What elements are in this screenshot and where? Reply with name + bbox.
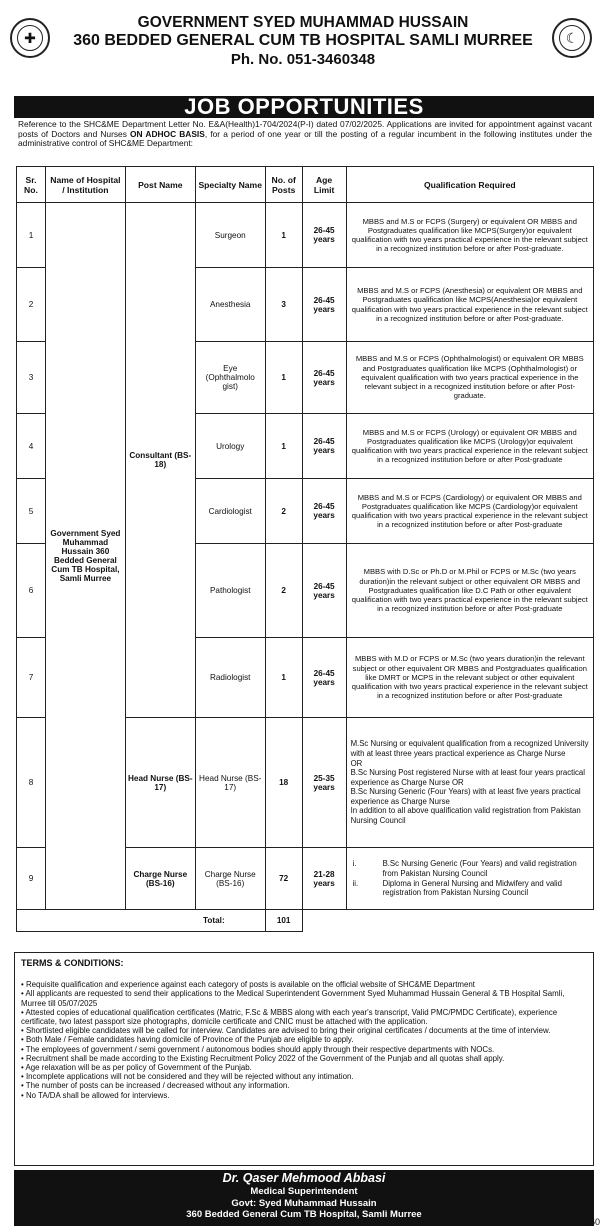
table-row: 6 Pathologist 2 26-45 years MBBS with D.Sc or Ph.D or M.Phil or FCPS or M.Sc (two years duration)in the relevant subject or other equivalent OR MBBS and Postgraduates qualification like D.C Path or other equivalent qualification with two years practical experience in the relevant subject in a recognized institution before or after Post-graduate	[17, 544, 594, 638]
col-sr: Sr. No.	[17, 167, 46, 203]
term-item: • The number of posts can be increased / decreased without any information.	[21, 1081, 290, 1091]
head-nurse-qualification: M.Sc Nursing or equivalent qualification from a recognized University with at least three years practical experience as Charge Nurse OR B.Sc Nursing Post registered Nurse with at least four years practical experience as Charge Nurse OR B.Sc Nursing Generic (Four Years) with at least five years practical experience as Charge Nurse In addition to all above qualification valid registration from Pakistan Nursing Council	[346, 718, 593, 848]
institution-cell: Government Syed Muhammad Hussain 360 Bedded General Cum TB Hospital, Samli Murree	[45, 203, 125, 910]
punjab-emblem-icon: ☾	[552, 18, 592, 58]
col-specialty: Specialty Name	[195, 167, 265, 203]
consultant-post-cell: Consultant (BS-18)	[125, 203, 195, 718]
signatory-title: Medical Superintendent	[250, 1186, 358, 1197]
term-item: • Shortlisted eligible candidates will be called for interview. Candidates are advised to bring their original certificates / documents at the time of interview.	[21, 1026, 551, 1036]
ipl-code: IPL-2650	[563, 1217, 600, 1227]
table-row: 2 Anesthesia 3 26-45 years MBBS and M.S or FCPS (Anesthesia) or equivalent OR MBBS and Postgraduates qualification like MCPS(Anesthesia)or equivalent qualification with two years practical experience in the relevant subject in a recognized institution before or after Post-graduate.	[17, 268, 594, 342]
signatory-org: Govt: Syed Muhammad Hussain	[231, 1197, 377, 1209]
header-line2: 360 BEDDED GENERAL CUM TB HOSPITAL SAMLI MURREE	[73, 32, 533, 49]
table-row: 5 Cardiologist 2 26-45 years MBBS and M.S or FCPS (Cardiology) or equivalent OR MBBS and Postgraduates qualification like MCPS (Cardiology)or equivalent qualification with two years practical experience in the relevant subject in a recognized institution before or after Post-graduate	[17, 479, 594, 544]
total-row: Total: 101	[17, 910, 594, 932]
term-item: • Age relaxation will be as per policy of Government of the Punjab.	[21, 1063, 252, 1073]
term-item: • All applicants are requested to send their applications to the Medical Superintendent Government Syed Muhammad Hussain General & TB Hospital Samli, Murree till 05/07/2025	[21, 989, 565, 1008]
hospital-emblem-icon: ✚	[10, 18, 50, 58]
term-item: • Incomplete applications will not be considered and they will be rejected without any intimation.	[21, 1072, 354, 1082]
table-row: 7 Radiologist 1 26-45 years MBBS with M.D or FCPS or M.Sc (two years duration)in the relevant subject or other equivalent OR MBBS and Postgraduates qualification like DMRT or MCPS in the relevant subject or other equivalent qualification with two years practical experience in the relevant subject in a recognized institution before or after Post-graduate	[17, 638, 594, 718]
charge-nurse-qualification: i. B.Sc Nursing Generic (Four Years) and valid registration from Pakistan Nursing Council ii. Diploma in General Nursing and Midwifery and valid registration from Pakistan Nursing Council	[346, 848, 593, 910]
term-item: • Both Male / Female candidates having domicile of Province of the Punjab are eligible to apply.	[21, 1035, 354, 1045]
table-row: 1 Government Syed Muhammad Hussain 360 Bedded General Cum TB Hospital, Samli Murree Consultant (BS-18) Surgeon 1 26-45 years MBBS and M.S or FCPS (Surgery) or equivalent OR MBBS and Postgraduates qualification like MCPS(Surgery)or equivalent qualification with two years practical experience in the relevant subject in a recognized institution before or after Post-graduate.	[17, 203, 594, 268]
col-institution: Name of Hospital / Institution	[45, 167, 125, 203]
term-item: • No TA/DA shall be allowed for interviews.	[21, 1090, 170, 1100]
header-line1: GOVERNMENT SYED MUHAMMAD HUSSAIN	[137, 14, 469, 31]
col-qualification: Qualification Required	[346, 167, 593, 203]
table-row: 4 Urology 1 26-45 years MBBS and M.S or FCPS (Urology) or equivalent OR MBBS and Postgraduates qualification like MCPS (Urology)or equivalent qualification with two years practical experience in the relevant subject in a recognized institution before or after Post-graduate	[17, 414, 594, 479]
banner-title: JOB OPPORTUNITIES	[14, 96, 594, 118]
term-item: • Recruitment shall be made according to the Existing Recruitment Policy 2022 of the Government of the Punjab and all quotas shall apply.	[21, 1053, 505, 1063]
header-phone: Ph. No. 051-3460348	[230, 51, 376, 68]
signatory-name: Dr. Qaser Mehmood Abbasi	[222, 1171, 386, 1185]
signatory-address: 360 Bedded General Cum TB Hospital, Samli Murree	[186, 1209, 422, 1220]
table-header-row	[17, 167, 594, 203]
term-item: • Requisite qualification and experience against each category of posts is available on the official website of SHC&ME Department	[21, 980, 475, 990]
col-posts: No. of Posts	[265, 167, 302, 203]
col-age: Age Limit	[302, 167, 346, 203]
intro-text: Reference to the SHC&ME Department Letter No. E&A(Health)1-704/2024(P-I) dated 07/02/2025. Applications are invited for appointment against vacant posts of Doctors and Nurses ON ADHOC BASIS, for a period of one year or till the posting of a regular incumbent in the following institutes under the administrative control of SHC&ME Department:	[18, 119, 593, 149]
table-row: 9 Charge Nurse (BS-16) Charge Nurse (BS-16) 72 21-28 years i. B.Sc Nursing Generic (Four Years) and valid registration from Pakistan Nursing Council ii. Diploma in General Nursing and Midwifery and valid registration from Pakistan Nursing Council	[17, 848, 594, 910]
header	[55, 14, 551, 68]
table-row: 3 Eye (Ophthalmolo gist) 1 26-45 years MBBS and M.S or FCPS (Ophthalmologist) or equivalent OR MBBS and Postgraduates qualification like MCPS (Ophthalmologist) or equivalent qualification with two years practical experience in the relevant subject in a recognized institution before or after Post-graduate.	[17, 342, 594, 414]
col-post: Post Name	[125, 167, 195, 203]
term-item: • Attested copies of educational qualification certificates (Matric, F.Sc & MBBS along with each year's transcript, Valid PMC/PMDC Certificate), experience certificate, two latest passport size photographs, domicile certificate and CNIC must be attached with the application.	[21, 1007, 558, 1027]
jobs-table	[16, 166, 594, 932]
terms-heading: TERMS & CONDITIONS:	[21, 958, 124, 968]
table-row: 8 Head Nurse (BS-17) Head Nurse (BS-17) 18 25-35 years M.Sc Nursing or equivalent qualification from a recognized University with at least three years practical experience as Charge Nurse OR B.Sc Nursing Post registered Nurse with at least four years practical experience as Charge Nurse OR B.Sc Nursing Generic (Four Years) with at least five years practical experience as Charge Nurse In addition to all above qualification valid registration from Pakistan Nursing Council	[17, 718, 594, 848]
terms-section	[14, 952, 594, 1166]
term-item: • The employees of government / semi government / autonomous bodies should apply through their respective departments with NOCs.	[21, 1044, 495, 1054]
signature-footer	[14, 1170, 594, 1226]
